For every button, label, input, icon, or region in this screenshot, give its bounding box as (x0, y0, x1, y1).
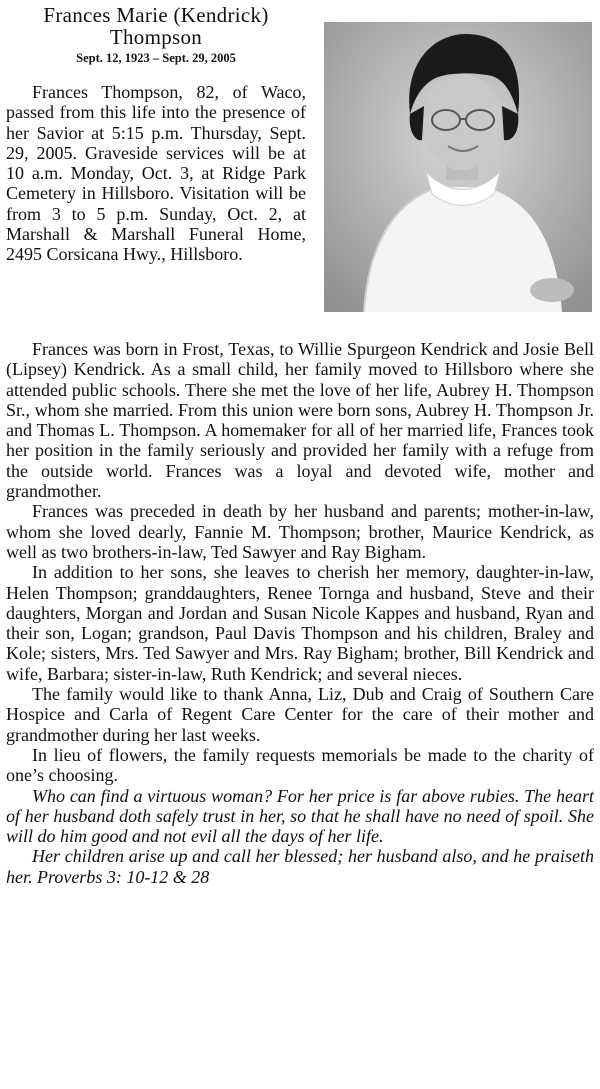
paragraph-biography: Frances was born in Frost, Texas, to Willie Spurgeon Kendrick and Josie Bell (Lipsey) Kendrick. As a small child, her family moved to Hillsboro where she attended public schools. There she met the love of her life, Aubrey H. Thompson Sr., whom she married. From this union were born sons, Aubrey H. Thompson Jr. and Thomas L. Thompson. A homemaker for all of her married life, Frances took her position in the family seriously and provided her family with a refuge from the outside world. Frances was a loyal and devoted wife, mother and grandmother. (6, 339, 594, 502)
portrait-photo (324, 22, 592, 312)
paragraph-preceded: Frances was preceded in death by her husband and parents; mother-in-law, whom she loved dearly, Fannie M. Thompson; brother, Maurice Kendrick, as well as two brothers-in-law, Ted Sawyer and Ray Bigham. (6, 501, 594, 562)
paragraph-memorials: In lieu of flowers, the family requests memorials be made to the charity of one’s choosing. (6, 744, 594, 786)
life-dates: Sept. 12, 1923 – Sept. 29, 2005 (76, 51, 236, 65)
paragraph-thanks: The family would like to thank Anna, Liz, Dub and Craig of Southern Care Hospice and Carla of Regent Care Center for the care of their mother and grandmother during her last weeks. (6, 684, 594, 745)
verse-virtuous-woman: Who can find a virtuous woman? For her price is far above rubies. The heart of her husband doth safely trust in her, so that he shall have no need of spoil. She will do him good and not evil all the days of her life. (6, 785, 594, 847)
obituary-intro (6, 82, 306, 265)
obituary-body (6, 339, 594, 887)
verse-children-arise: Her children arise up and call her blessed; her husband also, and he praiseth her. Proverbs 3: 10-12 & 28 (6, 846, 594, 887)
deceased-name: Frances Marie (Kendrick) Thompson (43, 3, 269, 49)
obituary-header (6, 4, 306, 66)
paragraph-survivors: In addition to her sons, she leaves to cherish her memory, daughter-in-law, Helen Thompson; granddaughters, Renee Tornga and husband, Steve and their daughters, Morgan and Jordan and Susan Nicole Kappes and husband, Ryan and their son, Logan; grandson, Paul Davis Thompson and his children, Braley and Kole; sisters, Mrs. Ted Sawyer and Mrs. Ray Bigham; brother, Bill Kendrick and wife, Barbara; sister-in-law, Ruth Kendrick; and several nieces. (6, 562, 594, 684)
portrait-photo-icon (324, 22, 592, 312)
paragraph-announcement: Frances Thompson, 82, of Waco, passed from this life into the presence of her Savior at 5:15 p.m. Thursday, Sept. 29, 2005. Graveside services will be at 10 a.m. Monday, Oct. 3, at Ridge Park Cemetery in Hillsboro. Visitation will be from 3 to 5 p.m. Sunday, Oct. 2, at Marshall & Marshall Funeral Home, 2495 Corsicana Hwy., Hillsboro. (6, 82, 306, 265)
